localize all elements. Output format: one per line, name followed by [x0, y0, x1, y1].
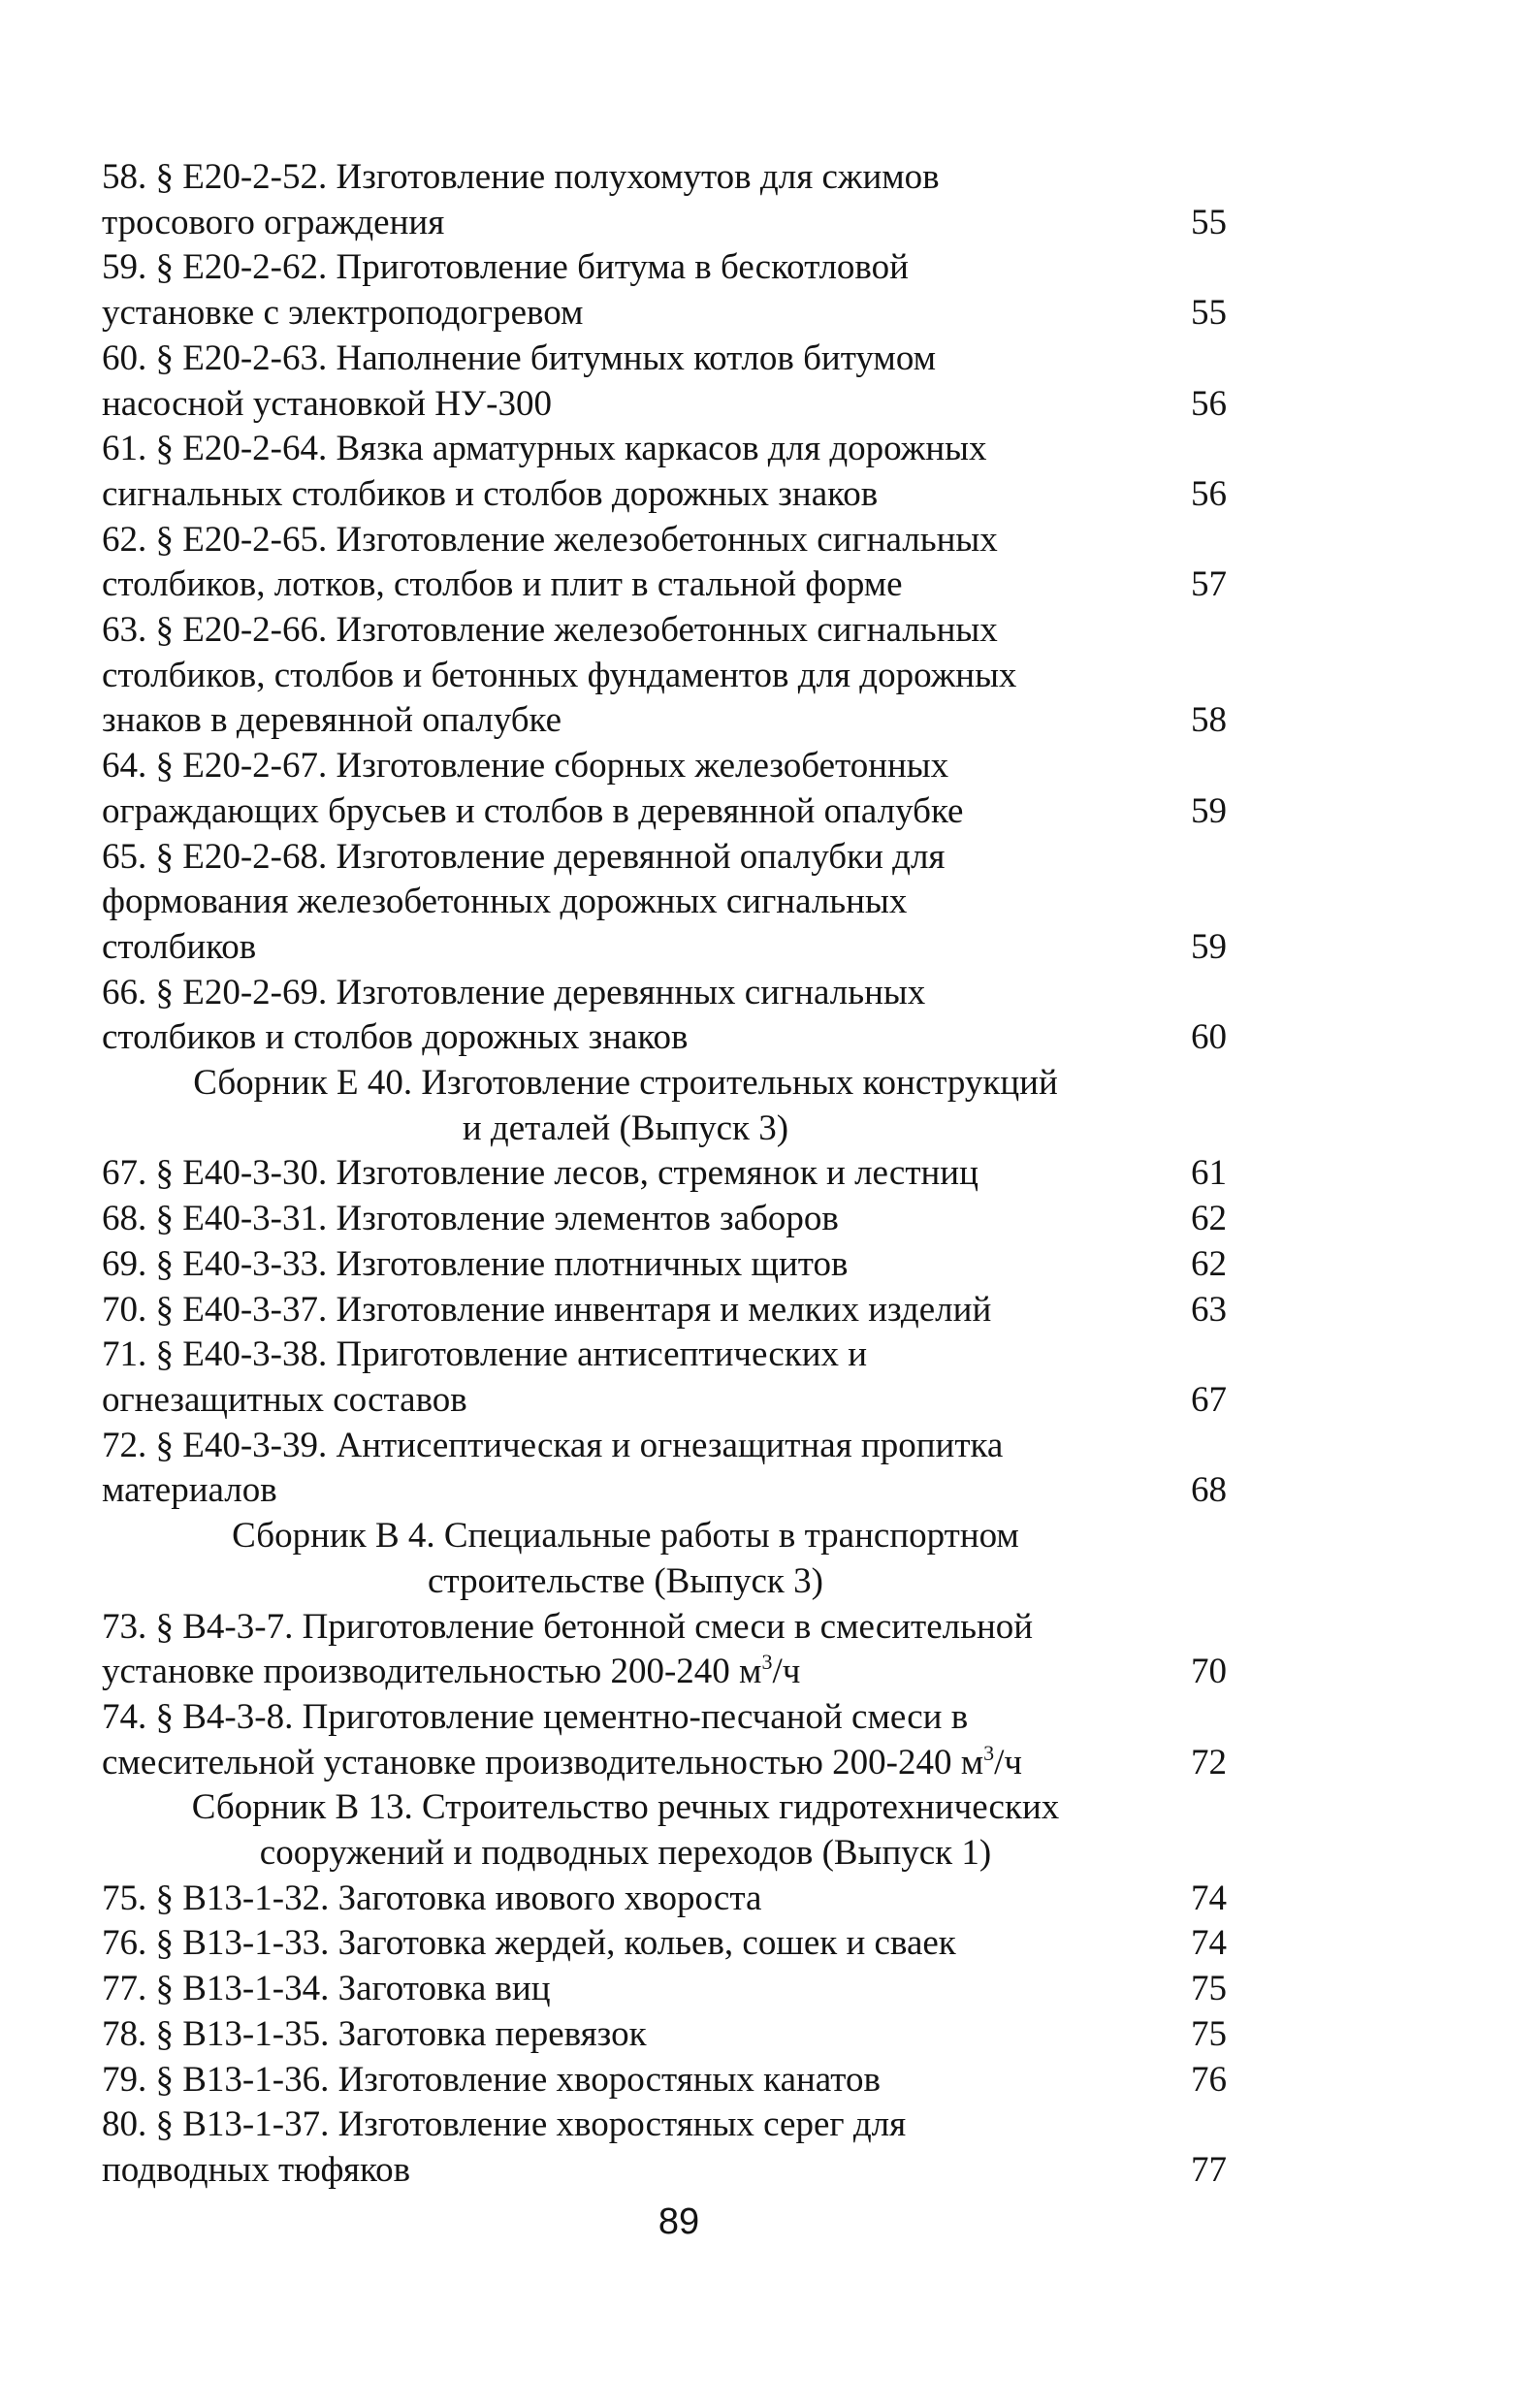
toc-entry-title: 65. § Е20-2-68. Изготовление деревянной опалубки для формования железобетонных дорожных сигнальных столбиков — [102, 836, 946, 967]
toc-entry-page: 68 — [1191, 1470, 1227, 1511]
toc-entry-title: 77. § В13-1-34. Заготовка виц — [102, 1969, 551, 2009]
toc-entry-page: 61 — [1191, 1153, 1227, 1194]
toc-entry-title: 78. § В13-1-35. Заготовка перевязок — [102, 2013, 647, 2054]
toc-entry-title: 68. § Е40-3-31. Изготовление элементов заборов — [102, 1199, 839, 1239]
toc-entry — [102, 1424, 1266, 1514]
toc-entry-page: 60 — [1191, 1017, 1227, 1058]
toc-entry-title: 63. § Е20-2-66. Изготовление железобетонных сигнальных столбиков, столбов и бетонных фундаментов для дорожных знаков в деревянной опалубке — [102, 610, 1017, 741]
toc-entry-title: 64. § Е20-2-67. Изготовление сборных железобетонных ограждающих брусьев и столбов в деревянной опалубке — [102, 746, 964, 831]
toc-entry-title: 69. § Е40-3-33. Изготовление плотничных щитов — [102, 1243, 849, 1284]
toc-entry-page: 56 — [1191, 383, 1227, 424]
table-of-contents — [102, 155, 1266, 2194]
toc-entry — [102, 1197, 1266, 1242]
toc-entry — [102, 1877, 1266, 1922]
toc-entry-title: 76. § В13-1-33. Заготовка жердей, кольев, сошек и сваек — [102, 1923, 956, 1964]
toc-entry-page: 62 — [1191, 1243, 1227, 1284]
toc-entry — [102, 1921, 1266, 1967]
toc-entry-page: 67 — [1191, 1379, 1227, 1420]
toc-entry-title: 75. § В13-1-32. Заготовка ивового хвороста — [102, 1878, 762, 1918]
toc-entry-title: 74. § В4-3-8. Приготовление цементно-песчаной смеси в смесительной установке производительностью 200-240 $м^3/ч$ — [102, 1696, 1023, 1782]
toc-entry — [102, 337, 1266, 427]
toc-entry-title: 66. § Е20-2-69. Изготовление деревянных сигнальных столбиков и столбов дорожных знаков — [102, 972, 926, 1058]
toc-entry — [102, 1288, 1266, 1333]
toc-entry-page: 75 — [1191, 2013, 1227, 2054]
toc-entry — [102, 1605, 1266, 1695]
toc-entry-page: 75 — [1191, 1969, 1227, 2009]
toc-entry-title: 60. § Е20-2-63. Наполнение битумных котлов битумом насосной установкой НУ-300 — [102, 337, 937, 424]
toc-entry — [102, 2103, 1266, 2193]
toc-entry — [102, 1695, 1266, 1785]
toc-entry-page: 63 — [1191, 1289, 1227, 1330]
toc-entry-page: 57 — [1191, 564, 1227, 605]
toc-entry-title: 73. § В4-3-7. Приготовление бетонной смеси в смесительной установке производительностью 200-240 $м^3/ч$ — [102, 1606, 1034, 1692]
toc-entry-page: 55 — [1191, 202, 1227, 242]
toc-entry — [102, 427, 1266, 517]
toc-entry — [102, 518, 1266, 608]
page-number: 89 — [658, 2201, 700, 2242]
toc-entry-title: 58. § Е20-2-52. Изготовление полухомутов для сжимов тросового ограждения — [102, 157, 940, 242]
toc-entry — [102, 245, 1266, 336]
toc-entry-title: 72. § Е40-3-39. Антисептическая и огнезащитная пропитка материалов — [102, 1425, 1004, 1511]
toc-entry-title: 59. § Е20-2-62. Приготовление битума в бескотловой установке с электроподогревом — [102, 247, 909, 334]
superscript-3: 3 — [983, 1740, 995, 1765]
section-heading-b13: Сборник В 13. Строительство речных гидротехнических сооружений и подводных переходов (Выпуск 1) — [191, 1787, 1060, 1874]
section-heading-e40: Сборник Е 40. Изготовление строительных конструкций и деталей (Выпуск 3) — [193, 1063, 1058, 1148]
toc-entry-page: 59 — [1191, 790, 1227, 831]
toc-entry-page: 56 — [1191, 473, 1227, 514]
toc-entry-title: 71. § Е40-3-38. Приготовление антисептических и огнезащитных составов — [102, 1334, 868, 1420]
toc-entry — [102, 1332, 1266, 1423]
toc-entry-title: 61. § Е20-2-64. Вязка арматурных каркасов для дорожных сигнальных столбиков и столбов дорожных знаков — [102, 429, 987, 514]
toc-entry — [102, 971, 1266, 1061]
toc-entry-title: 79. § В13-1-36. Изготовление хворостяных канатов — [102, 2059, 881, 2100]
toc-entry-page: 76 — [1191, 2059, 1227, 2100]
toc-entry-page: 59 — [1191, 926, 1227, 967]
toc-entry-title: 62. § Е20-2-65. Изготовление железобетонных сигнальных столбиков, лотков, столбов и плит в стальной форме — [102, 519, 998, 605]
toc-entry — [102, 2012, 1266, 2058]
toc-entry-page: 55 — [1191, 293, 1227, 334]
toc-entry — [102, 835, 1266, 971]
toc-entry-page: 74 — [1191, 1923, 1227, 1964]
toc-entry-page: 58 — [1191, 700, 1227, 741]
toc-entry — [102, 2058, 1266, 2103]
toc-entry-page: 70 — [1191, 1652, 1227, 1692]
toc-entry — [102, 1242, 1266, 1288]
toc-entry-title: 80. § В13-1-37. Изготовление хворостяных серег для подводных тюфяков — [102, 2104, 907, 2190]
superscript-3: 3 — [761, 1650, 773, 1675]
toc-entry-page: 62 — [1191, 1199, 1227, 1239]
toc-entry-title: 70. § Е40-3-37. Изготовление инвентаря и мелких изделий — [102, 1289, 992, 1330]
toc-entry — [102, 744, 1266, 834]
toc-entry — [102, 1151, 1266, 1197]
section-heading-b4: Сборник В 4. Специальные работы в транспортном строительстве (Выпуск 3) — [232, 1516, 1019, 1601]
toc-entry — [102, 1967, 1266, 2012]
toc-entry-page: 77 — [1191, 2149, 1227, 2190]
toc-entry-page: 74 — [1191, 1878, 1227, 1918]
toc-entry-page: 72 — [1191, 1742, 1227, 1782]
toc-entry — [102, 608, 1266, 744]
toc-entry — [102, 155, 1266, 245]
toc-entry-title: 67. § Е40-3-30. Изготовление лесов, стремянок и лестниц — [102, 1153, 979, 1194]
